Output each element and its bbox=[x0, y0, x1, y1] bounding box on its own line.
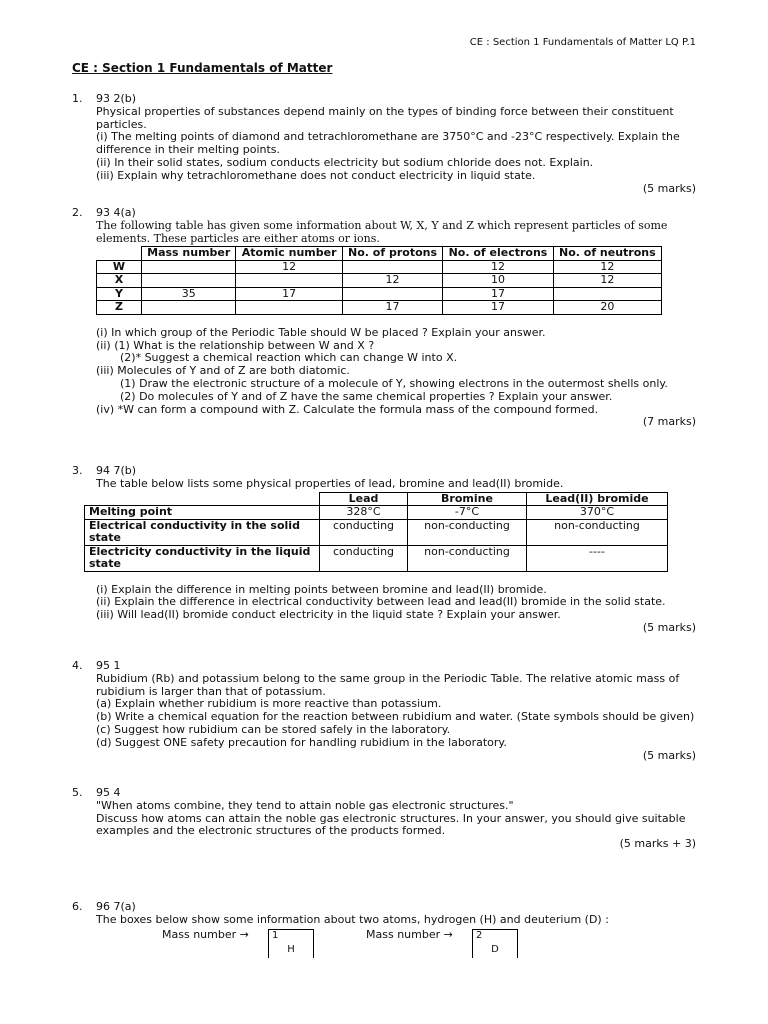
question-text: Rubidium (Rb) and potassium belong to the same group in the Periodic Table. The relative atomic mass of rubidium is larger than that of potassium. bbox=[96, 671, 680, 698]
marks: (5 marks) bbox=[642, 620, 696, 634]
question-reference: 93 4(a) bbox=[96, 206, 136, 219]
row-label: Electricity conductivity in the liquid state bbox=[85, 545, 320, 571]
mass-number-label: Mass number → bbox=[366, 927, 453, 941]
question-text: Physical properties of substances depend mainly on the types of binding force between their constituent particles. bbox=[96, 104, 674, 131]
question-text: The following table has given some information about W, X, Y and Z which represent particles of some elements. These particles are either atoms or ions. bbox=[96, 218, 668, 245]
table-row bbox=[85, 519, 668, 545]
question-part: (ii) Explain the difference in electrical conductivity between lead and lead(II) bromide in the solid state. bbox=[96, 595, 666, 609]
mass-number: 1 bbox=[272, 929, 279, 941]
question-part: (1) Draw the electronic structure of a molecule of Y, showing electrons in the outermost shells only. bbox=[120, 377, 668, 391]
question-reference: 96 7(a) bbox=[96, 900, 136, 913]
marks: (5 marks) bbox=[642, 181, 696, 195]
question-reference: 95 4 bbox=[96, 786, 121, 799]
row-label: Y bbox=[97, 287, 142, 301]
question-part: (iii) Explain why tetrachloromethane does not conduct electricity in liquid state. bbox=[96, 168, 536, 182]
question-number: 1. bbox=[72, 92, 83, 105]
table-cell: 17 bbox=[443, 287, 553, 301]
table-cell: non-conducting bbox=[408, 519, 527, 545]
column-header: No. of protons bbox=[342, 247, 442, 261]
hydrogen-box bbox=[268, 929, 314, 958]
particles-table bbox=[96, 246, 662, 315]
marks: (5 marks + 3) bbox=[619, 837, 696, 851]
table-row bbox=[97, 260, 662, 274]
table-cell: 17 bbox=[236, 287, 342, 301]
question-text: Discuss how atoms can attain the noble gas electronic structures. In your answer, you should give suitable examples and the electronic structures of the products formed. bbox=[96, 811, 686, 838]
marks: (7 marks) bbox=[642, 415, 696, 429]
question-part: (2) Do molecules of Y and of Z have the same chemical properties ? Explain your answer. bbox=[120, 389, 613, 403]
table-cell: 12 bbox=[553, 260, 661, 274]
table-cell: ---- bbox=[526, 545, 667, 571]
question-number: 6. bbox=[72, 900, 83, 913]
page-title: CE : Section 1 Fundamentals of Matter bbox=[72, 61, 333, 75]
question-text: The boxes below show some information about two atoms, hydrogen (H) and deuterium (D) : bbox=[96, 912, 609, 926]
table-cell: 17 bbox=[342, 301, 442, 315]
table-row bbox=[85, 545, 668, 571]
question-reference: 95 1 bbox=[96, 659, 121, 672]
question-part: (iii) Will lead(II) bromide conduct electricity in the liquid state ? Explain your answer. bbox=[96, 608, 561, 622]
question-part: (b) Write a chemical equation for the reaction between rubidium and water. (State symbols should be given) bbox=[96, 710, 695, 724]
table-cell: 10 bbox=[443, 274, 553, 288]
table-cell: 20 bbox=[553, 301, 661, 315]
question-number: 3. bbox=[72, 464, 83, 477]
table-cell: 12 bbox=[342, 274, 442, 288]
column-header: Mass number bbox=[142, 247, 236, 261]
page-header: CE : Section 1 Fundamentals of Matter LQ P.1 bbox=[469, 37, 696, 48]
table-cell: 12 bbox=[236, 260, 342, 274]
table-row bbox=[85, 506, 668, 520]
row-label: X bbox=[97, 274, 142, 288]
question-text: "When atoms combine, they tend to attain noble gas electronic structures." bbox=[96, 798, 514, 812]
table-corner bbox=[97, 247, 142, 261]
question-part: (2)* Suggest a chemical reaction which can change W into X. bbox=[120, 351, 458, 365]
table-row bbox=[97, 301, 662, 315]
mass-number: 2 bbox=[476, 929, 483, 941]
column-header: Atomic number bbox=[236, 247, 342, 261]
atom-boxes bbox=[96, 929, 696, 959]
table-cell: 35 bbox=[142, 287, 236, 301]
question-reference: 93 2(b) bbox=[96, 92, 137, 105]
question-part: (ii) In their solid states, sodium conducts electricity but sodium chloride does not. Explain. bbox=[96, 155, 594, 169]
table-cell: conducting bbox=[320, 545, 408, 571]
table-cell: 370°C bbox=[526, 506, 667, 520]
table-corner bbox=[85, 492, 320, 506]
table-row bbox=[97, 287, 662, 301]
column-header: Lead bbox=[320, 492, 408, 506]
question-part: (i) Explain the difference in melting points between bromine and lead(II) bromide. bbox=[96, 582, 547, 596]
question-4 bbox=[72, 660, 696, 762]
question-2 bbox=[72, 207, 696, 429]
row-label: W bbox=[97, 260, 142, 274]
table-cell: -7°C bbox=[408, 506, 527, 520]
row-label: Melting point bbox=[85, 506, 320, 520]
table-cell bbox=[142, 274, 236, 288]
column-header: No. of electrons bbox=[443, 247, 553, 261]
question-number: 2. bbox=[72, 206, 83, 219]
question-5 bbox=[72, 787, 696, 851]
table-cell: non-conducting bbox=[526, 519, 667, 545]
properties-table bbox=[84, 492, 668, 572]
question-1 bbox=[72, 93, 696, 195]
row-label: Electrical conductivity in the solid state bbox=[85, 519, 320, 545]
question-part: (iii) Molecules of Y and of Z are both diatomic. bbox=[96, 364, 350, 378]
column-header: Bromine bbox=[408, 492, 527, 506]
mass-number-label: Mass number → bbox=[162, 927, 249, 941]
table-cell bbox=[553, 287, 661, 301]
marks: (5 marks) bbox=[642, 748, 696, 762]
question-part: (i) In which group of the Periodic Table should W be placed ? Explain your answer. bbox=[96, 325, 546, 339]
table-cell bbox=[342, 287, 442, 301]
question-number: 5. bbox=[72, 786, 83, 799]
question-part: (iv) *W can form a compound with Z. Calculate the formula mass of the compound formed. bbox=[96, 402, 599, 416]
table-cell: 17 bbox=[443, 301, 553, 315]
question-3 bbox=[72, 465, 696, 635]
question-part: (a) Explain whether rubidium is more reactive than potassium. bbox=[96, 697, 442, 711]
question-number: 4. bbox=[72, 659, 83, 672]
question-6 bbox=[72, 901, 696, 959]
table-cell bbox=[236, 301, 342, 315]
table-row bbox=[97, 274, 662, 288]
deuterium-box bbox=[472, 929, 518, 958]
atom-symbol: H bbox=[287, 943, 295, 955]
question-part: (c) Suggest how rubidium can be stored safely in the laboratory. bbox=[96, 722, 451, 736]
table-cell bbox=[142, 260, 236, 274]
table-cell: 328°C bbox=[320, 506, 408, 520]
question-part: (ii) (1) What is the relationship between W and X ? bbox=[96, 338, 375, 352]
question-part: (d) Suggest ONE safety precaution for handling rubidium in the laboratory. bbox=[96, 735, 507, 749]
question-reference: 94 7(b) bbox=[96, 464, 137, 477]
table-cell: 12 bbox=[443, 260, 553, 274]
atom-symbol: D bbox=[491, 943, 499, 955]
table-cell: conducting bbox=[320, 519, 408, 545]
column-header: Lead(II) bromide bbox=[526, 492, 667, 506]
table-cell: non-conducting bbox=[408, 545, 527, 571]
table-cell bbox=[236, 274, 342, 288]
question-part: (i) The melting points of diamond and tetrachloromethane are 3750°C and -23°C respectively. Explain the difference in their melting points. bbox=[96, 130, 680, 157]
row-label: Z bbox=[97, 301, 142, 315]
table-cell bbox=[342, 260, 442, 274]
table-cell bbox=[142, 301, 236, 315]
question-text: The table below lists some physical properties of lead, bromine and lead(II) bromide. bbox=[96, 476, 564, 490]
table-cell: 12 bbox=[553, 274, 661, 288]
column-header: No. of neutrons bbox=[553, 247, 661, 261]
